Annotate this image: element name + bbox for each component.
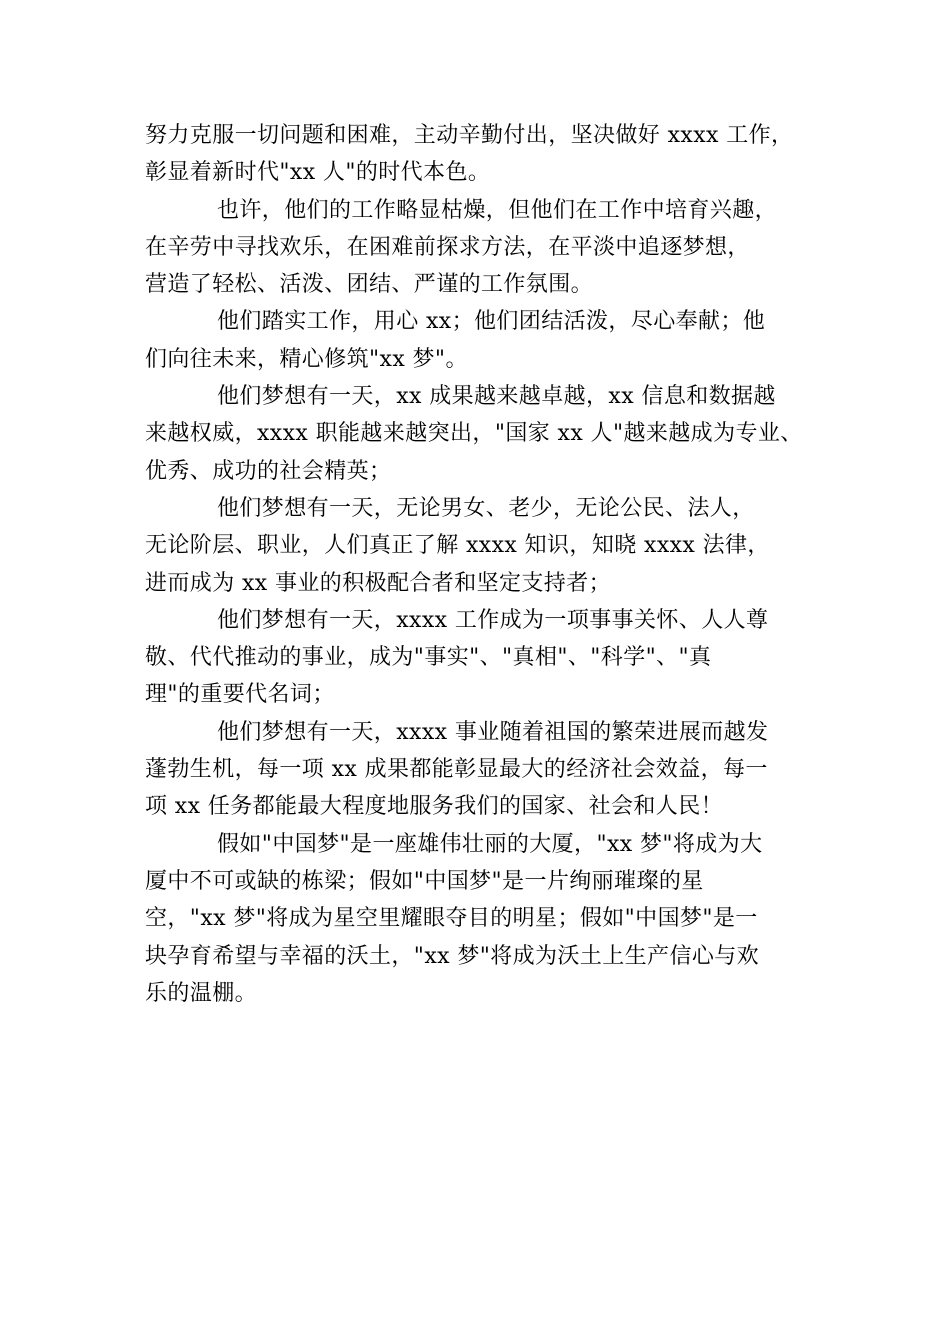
- text-line: 进而成为 xx 事业的积极配合者和坚定支持者；: [145, 570, 612, 596]
- text-line: 项 xx 任务都能最大程度地服务我们的国家、社会和人民！: [145, 794, 724, 820]
- text-line: 空，"xx 梦"将成为星空里耀眼夺目的明星；假如"中国梦"是一: [145, 906, 758, 932]
- text-line: 来越权威，xxxx 职能越来越突出，"国家 xx 人"越来越成为专业、: [145, 421, 803, 447]
- text-line: 敬、代代推动的事业，成为"事实"、"真相"、"科学"、"真: [145, 645, 712, 671]
- text-line: 蓬勃生机，每一项 xx 成果都能彰显最大的经济社会效益，每一: [145, 757, 768, 783]
- paragraph: [145, 714, 835, 826]
- text-line: 理"的重要代名词；: [145, 682, 335, 708]
- paragraph: [145, 490, 835, 602]
- text-line: 在辛劳中寻找欢乐，在困难前探求方法，在平淡中追逐梦想，: [145, 234, 750, 260]
- text-line: 假如"中国梦"是一座雄伟壮丽的大厦，"xx 梦"将成为大: [217, 831, 763, 857]
- paragraph: [145, 303, 835, 378]
- text-line: 他们梦想有一天，无论男女、老少，无论公民、法人，: [217, 495, 755, 521]
- paragraph: [145, 602, 835, 714]
- paragraph: [145, 117, 835, 192]
- paragraph: [145, 378, 835, 490]
- text-line: 优秀、成功的社会精英；: [145, 458, 392, 484]
- document-body: [145, 117, 835, 1012]
- text-line: 们向往未来，精心修筑"xx 梦"。: [145, 346, 468, 372]
- text-line: 他们梦想有一天，xxxx 事业随着祖国的繁荣进展而越发: [217, 719, 769, 745]
- text-line: 营造了轻松、活泼、团结、严谨的工作氛围。: [145, 272, 594, 298]
- text-line: 厦中不可或缺的栋梁；假如"中国梦"是一片绚丽璀璨的星: [145, 868, 704, 894]
- text-line: 无论阶层、职业，人们真正了解 xxxx 知识，知晓 xxxx 法律，: [145, 533, 770, 559]
- text-line: 他们梦想有一天，xxxx 工作成为一项事事关怀、人人尊: [217, 607, 769, 633]
- text-line: 努力克服一切问题和困难，主动辛勤付出，坚决做好 xxxx 工作，: [145, 123, 794, 148]
- paragraph: [145, 192, 835, 304]
- paragraph: [145, 826, 835, 1012]
- text-line: 乐的温棚。: [145, 980, 258, 1006]
- text-line: 彰显着新时代"xx 人"的时代本色。: [145, 160, 491, 186]
- text-line: 他们梦想有一天，xx 成果越来越卓越，xx 信息和数据越: [217, 384, 776, 410]
- text-line: 块孕育希望与幸福的沃土，"xx 梦"将成为沃土上生产信心与欢: [145, 943, 760, 969]
- text-line: 他们踏实工作，用心 xx；他们团结活泼，尽心奉献；他: [217, 309, 766, 335]
- text-line: 也许，他们的工作略显枯燥，但他们在工作中培育兴趣，: [217, 197, 778, 223]
